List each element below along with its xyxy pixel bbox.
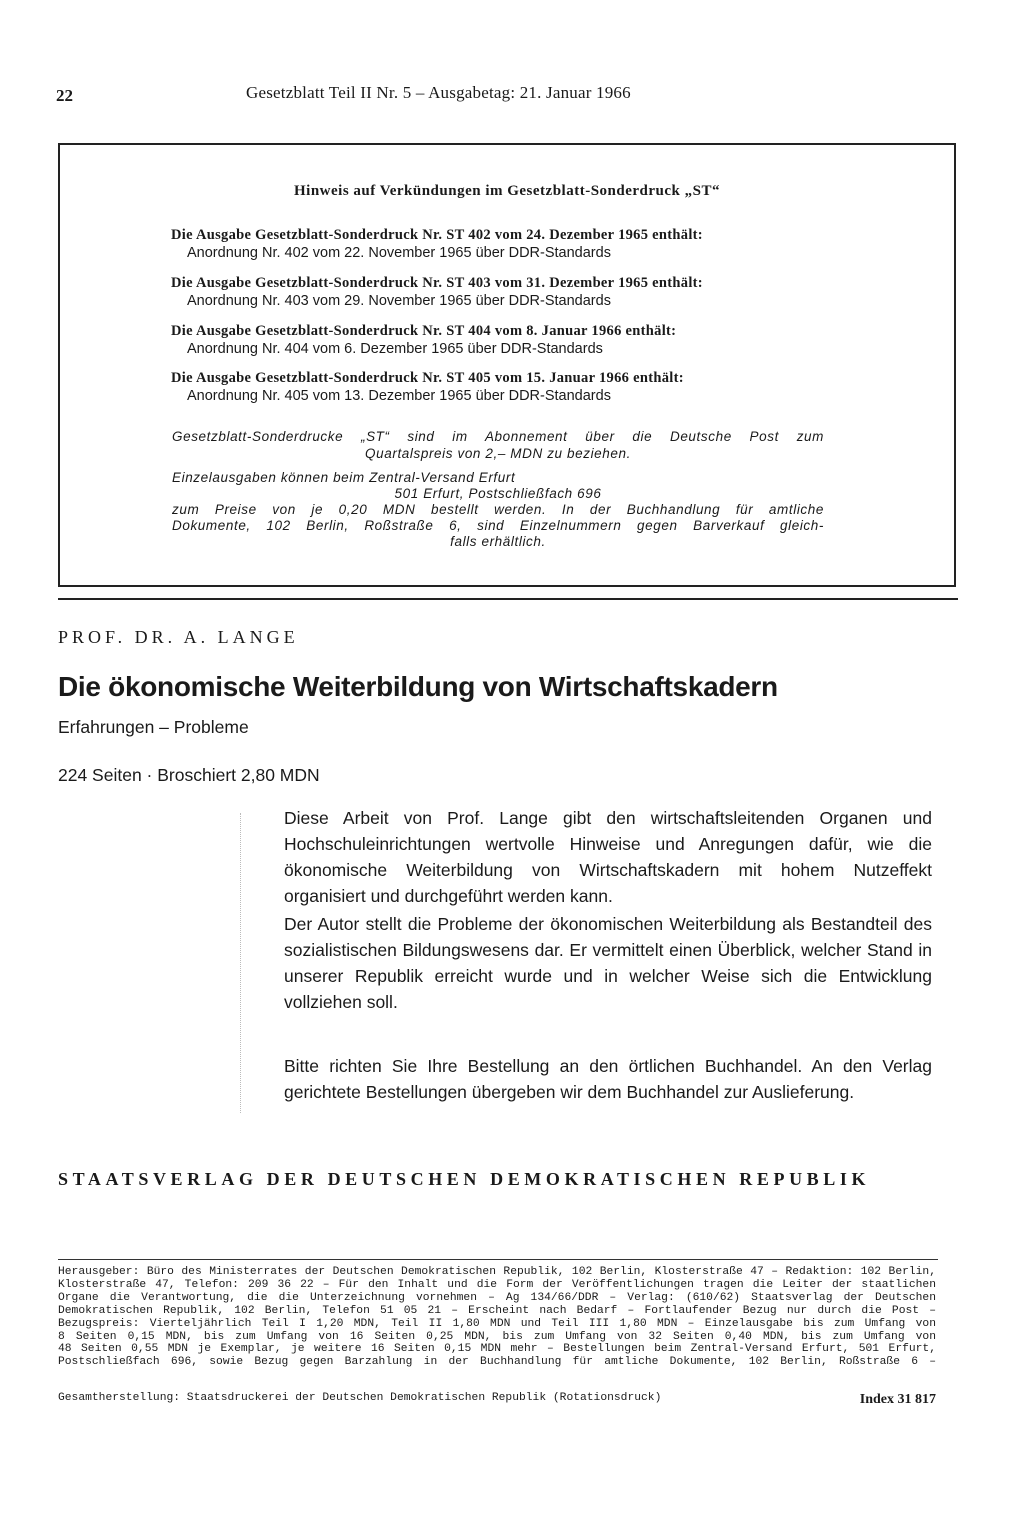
- announcement-sub: Anordnung Nr. 404 vom 6. Dezember 1965 über DDR-Standards: [187, 341, 603, 357]
- notice-box-rule: [58, 598, 958, 600]
- imprint-line: Postschließfach 696, sowie Bezug gegen Barzahlung in der Buchhandlung für amtliche Dokumente, 102 Berlin, Roßstraße 6 –: [58, 1356, 936, 1369]
- running-header: Gesetzblatt Teil II Nr. 5 – Ausgabetag: 21. Januar 1966: [246, 83, 631, 102]
- imprint-rule: [58, 1259, 938, 1260]
- book-details: 224 Seiten · Broschiert 2,80 MDN: [58, 765, 320, 785]
- single-issue-note-line: Einzelausgaben können beim Zentral-Versand Erfurt: [172, 470, 516, 485]
- page-number: 22: [56, 86, 73, 105]
- announcement-sub: Anordnung Nr. 402 vom 22. November 1965 über DDR-Standards: [187, 245, 611, 261]
- imprint-block: [58, 1266, 936, 1369]
- book-author: PROF. DR. A. LANGE: [58, 627, 299, 647]
- description-paragraph: Diese Arbeit von Prof. Lange gibt den wirtschaftsleitenden Organen und Hochschuleinrichtungen wertvolle Hinweise und Anregungen dafür, wie die ökonomische Weiterbildung von Wirtschaftskadern mit hohem Nutzeffekt organisiert und durchgeführt werden kann.: [284, 808, 932, 906]
- book-title: Die ökonomische Weiterbildung von Wirtschaftskadern: [58, 671, 778, 702]
- publisher-name: STAATSVERLAG DER DEUTSCHEN DEMOKRATISCHEN REPUBLIK: [58, 1169, 871, 1189]
- book-subtitle: Erfahrungen – Probleme: [58, 717, 249, 737]
- announcement-head: Die Ausgabe Gesetzblatt-Sonderdruck Nr. ST 405 vom 15. Januar 1966 enthält:: [171, 370, 684, 386]
- announcement-head: Die Ausgabe Gesetzblatt-Sonderdruck Nr. ST 404 vom 8. Januar 1966 enthält:: [171, 323, 677, 339]
- imprint-line: Bezugspreis: Vierteljährlich Teil I 1,20 MDN, Teil II 1,80 MDN und Teil III 1,80 MDN – Einzelausgabe bis zum Umfang von: [58, 1317, 936, 1330]
- imprint-production: Gesamtherstellung: Staatsdruckerei der Deutschen Demokratischen Republik (Rotationsdruck): [58, 1392, 662, 1404]
- imprint-line: 8 Seiten 0,15 MDN, bis zum Umfang von 16 Seiten 0,25 MDN, bis zum Umfang von 32 Seiten 0,40 MDN, bis zum Umfang von: [58, 1330, 936, 1343]
- subscription-note-line: Gesetzblatt-Sonderdrucke „ST“ sind im Abonnement über die Deutsche Post zum: [172, 429, 824, 444]
- imprint-line: Demokratischen Republik, 102 Berlin, Telefon 51 05 21 – Erscheint nach Bedarf – Fortlaufender Bezug nur durch die Post –: [58, 1304, 936, 1317]
- single-issue-note-line: Dokumente, 102 Berlin, Roßstraße 6, sind Einzelnummern gegen Barverkauf gleich-: [172, 518, 824, 533]
- imprint-line: Organe die Verantwortung, die die Unterzeichnung vornehmen – Ag 134/66/DDR – Verlag: (610/62) Staatsverlag der Deutschen: [58, 1291, 936, 1304]
- imprint-line: Klosterstraße 47, Telefon: 209 36 22 – Für den Inhalt und die Form der Veröffentlichungen tragen die Leiter der staatlichen: [58, 1278, 936, 1291]
- notice-title: Hinweis auf Verkündungen im Gesetzblatt-Sonderdruck „ST“: [294, 183, 720, 199]
- announcement-sub: Anordnung Nr. 405 vom 13. Dezember 1965 über DDR-Standards: [187, 388, 611, 404]
- announcement-sub: Anordnung Nr. 403 vom 29. November 1965 über DDR-Standards: [187, 293, 611, 309]
- index-number: Index 31 817: [859, 1392, 936, 1407]
- announcement-head: Die Ausgabe Gesetzblatt-Sonderdruck Nr. ST 402 vom 24. Dezember 1965 enthält:: [171, 227, 703, 243]
- column-divider: [240, 813, 241, 1113]
- description-paragraph: Der Autor stellt die Probleme der ökonomischen Weiterbildung als Bestandteil des sozialistischen Bildungswesens dar. Er vermittelt einen Überblick, welcher Stand in unserer Republik erreicht wurde und in welcher Weise sich die Entwicklung vollziehen soll.: [284, 914, 932, 1012]
- imprint-line: Herausgeber: Büro des Ministerrates der Deutschen Demokratischen Republik, 102 Berlin, Klosterstraße 47 – Redaktion: 102 Berlin,: [58, 1266, 936, 1278]
- single-issue-note-line: falls erhältlich.: [450, 534, 546, 549]
- subscription-note-line: Quartalspreis von 2,– MDN zu beziehen.: [365, 446, 631, 461]
- single-issue-note-line: zum Preise von je 0,20 MDN bestellt werden. In der Buchhandlung für amtliche: [172, 502, 824, 517]
- announcement-head: Die Ausgabe Gesetzblatt-Sonderdruck Nr. ST 403 vom 31. Dezember 1965 enthält:: [171, 275, 703, 291]
- imprint-line: 48 Seiten 0,55 MDN je Exemplar, je weitere 16 Seiten 0,15 MDN mehr – Bestellungen beim Zentral-Versand Erfurt, 501 Erfurt,: [58, 1343, 936, 1356]
- order-paragraph: Bitte richten Sie Ihre Bestellung an den örtlichen Buchhandel. An den Verlag gerichtete Bestellungen übergeben wir dem Buchhandel zur Auslieferung.: [284, 1056, 932, 1102]
- imprint-last-line: [58, 1392, 936, 1408]
- single-issue-note-line: 501 Erfurt, Postschließfach 696: [394, 486, 602, 501]
